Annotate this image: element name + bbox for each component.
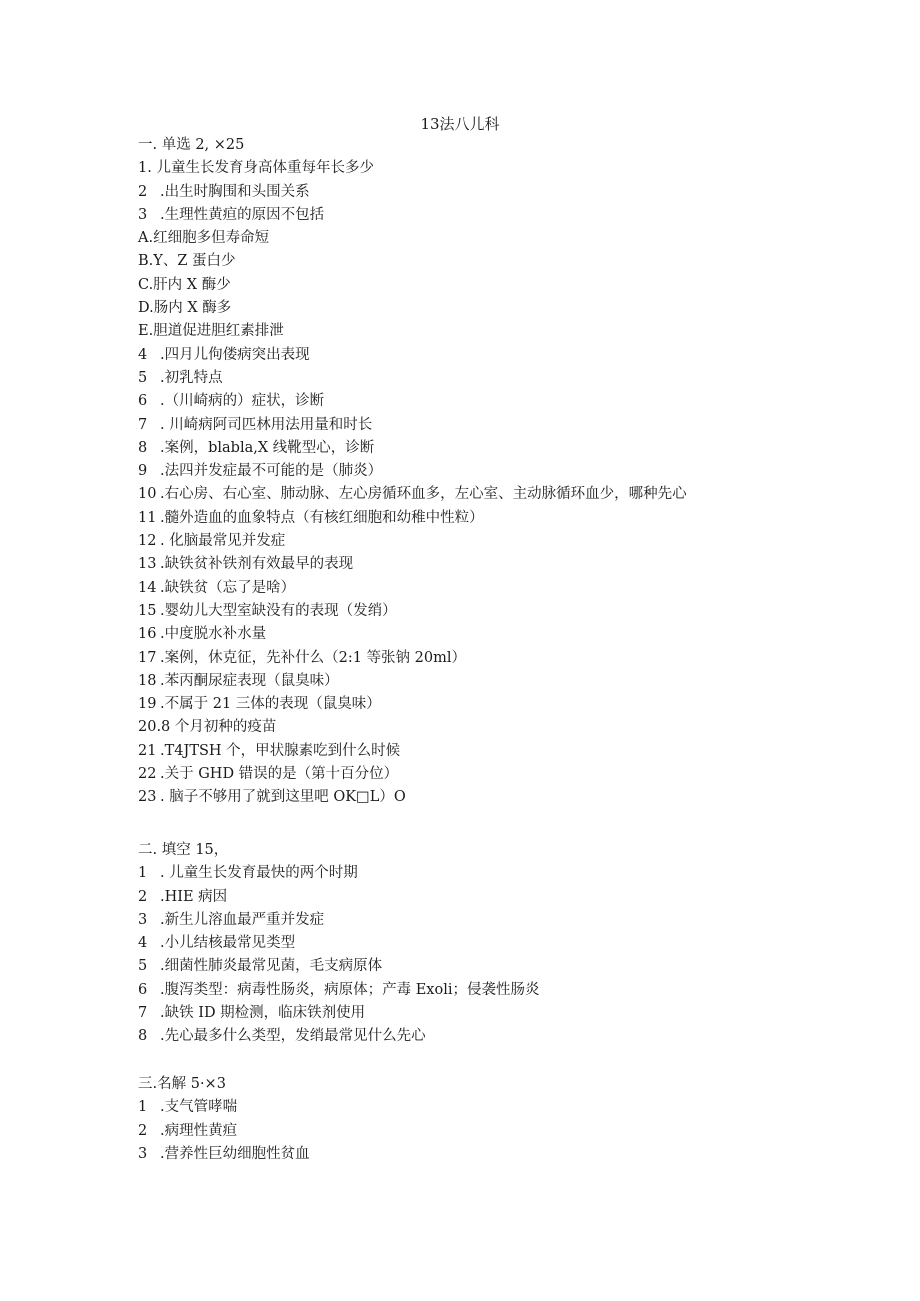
item-text: E.胆道促进胆红素排泄 — [138, 323, 284, 340]
item-text: .出生时胸围和头围关系 — [160, 183, 310, 200]
item-text: .（川崎病的）症状，诊断 — [160, 393, 325, 410]
item-text: .关于 GHD 错误的是（第十百分位） — [160, 766, 399, 783]
list-item — [138, 483, 858, 506]
list-item — [138, 553, 858, 576]
item-text: .HIE 病因 — [160, 888, 228, 905]
list-item — [138, 1002, 858, 1025]
list-item — [138, 157, 858, 180]
item-number: 16 — [138, 626, 157, 643]
item-text: A.红细胞多但寿命短 — [138, 230, 270, 247]
item-text: .支气管哮喘 — [160, 1099, 238, 1116]
list-item — [138, 297, 858, 320]
list-item — [138, 390, 858, 413]
item-text: 1. 儿童生长发育身高体重每年长多少 — [138, 160, 374, 177]
list-item — [138, 227, 858, 250]
item-number: 8 — [138, 439, 148, 456]
item-number: 7 — [138, 1005, 148, 1022]
item-text: .新生儿溶血最严重并发症 — [160, 911, 325, 928]
item-number: 4 — [138, 346, 148, 363]
item-text: .营养性巨幼细胞性贫血 — [160, 1145, 310, 1162]
item-text: . 川崎病阿司匹林用法用量和时长 — [160, 416, 373, 433]
list-item — [138, 693, 858, 716]
item-text: .苯丙酮尿症表现（鼠臭味） — [160, 672, 339, 689]
item-number: 9 — [138, 463, 148, 480]
section-heading: 一. 单选 2, ×25 — [138, 137, 245, 153]
list-item — [138, 623, 858, 646]
item-text: .法四并发症最不可能的是（肺炎） — [160, 463, 383, 480]
list-item — [138, 1143, 858, 1166]
item-number: 12 — [138, 533, 157, 550]
list-item — [138, 414, 858, 437]
section-heading: 二. 填空 15， — [138, 842, 229, 858]
list-item — [138, 1096, 858, 1119]
item-text: .案例，休克征，先补什么（2:1 等张钠 20ml） — [160, 649, 466, 666]
item-number: 2 — [138, 183, 148, 200]
item-text: D.肠内 X 酶多 — [138, 300, 232, 317]
item-text: .细菌性肺炎最常见菌，毛支病原体 — [160, 958, 383, 975]
list-item — [138, 367, 858, 390]
item-text: B.Y、Z 蛋白少 — [138, 253, 236, 270]
list-item — [138, 786, 858, 809]
item-text: .T4JTSH 个，甲状腺素吃到什么时候 — [160, 742, 401, 759]
item-text: .四月儿佝偻病突出表现 — [160, 346, 310, 363]
item-text: .病理性黄疸 — [160, 1122, 238, 1139]
list-item — [138, 932, 858, 955]
list-item — [138, 955, 858, 978]
list-item — [138, 460, 858, 483]
document-title: 13法八儿科 — [420, 115, 500, 133]
list-item — [138, 670, 858, 693]
item-text: .中度脱水补水量 — [160, 626, 267, 643]
list-item — [138, 740, 858, 763]
item-text: .右心房、右心室、肺动脉、左心房循环血多，左心室、主动脉循环血少，哪种先心 — [160, 486, 687, 503]
list-item — [138, 886, 858, 909]
list-item — [138, 1025, 858, 1048]
item-text: .腹泻类型：病毒性肠炎，病原体；产毒 Exoli；侵袭性肠炎 — [160, 981, 540, 998]
item-number: 6 — [138, 981, 148, 998]
list-item — [138, 437, 858, 460]
item-number: 21 — [138, 742, 157, 759]
list-item — [138, 250, 858, 273]
item-number: 1 — [138, 865, 148, 882]
item-number: 5 — [138, 958, 148, 975]
item-text: C.肝内 X 酶少 — [138, 276, 231, 293]
item-text: .缺铁贫（忘了是啥） — [160, 579, 296, 596]
section-fill-blank — [138, 839, 858, 1049]
item-number: 1 — [138, 1099, 148, 1116]
list-item — [138, 862, 858, 885]
item-text: 20.8 个月初种的疫苗 — [138, 719, 277, 736]
item-text: .案例，blabla,X 线靴型心，诊断 — [160, 439, 375, 456]
item-number: 17 — [138, 649, 157, 666]
list-item — [138, 979, 858, 1002]
item-text: .缺铁 ID 期检测，临床铁剂使用 — [160, 1005, 366, 1022]
list-item — [138, 716, 858, 739]
list-item — [138, 763, 858, 786]
item-text: .先心最多什么类型，发绡最常见什么先心 — [160, 1028, 426, 1045]
item-text: .髓外造血的血象特点（有核红细胞和幼稚中性粒） — [160, 509, 484, 526]
item-number: 2 — [138, 888, 148, 905]
list-item — [138, 600, 858, 623]
item-number: 14 — [138, 579, 157, 596]
list-item — [138, 274, 858, 297]
item-text: .不属于 21 三体的表现（鼠臭味） — [160, 696, 381, 713]
item-number: 3 — [138, 911, 148, 928]
list-item — [138, 344, 858, 367]
list-item — [138, 647, 858, 670]
list-item — [138, 1120, 858, 1143]
item-text: . 脑子不够用了就到这里吧 OK□L）O — [160, 789, 406, 806]
item-number: 11 — [138, 509, 157, 526]
item-number: 22 — [138, 766, 157, 783]
item-number: 19 — [138, 696, 157, 713]
item-text: .初乳特点 — [160, 369, 223, 386]
item-number: 23 — [138, 789, 157, 806]
item-number: 8 — [138, 1028, 148, 1045]
item-text: .缺铁贫补铁剂有效最早的表现 — [160, 556, 354, 573]
list-item — [138, 507, 858, 530]
item-number: 3 — [138, 1145, 148, 1162]
item-number: 15 — [138, 602, 157, 619]
item-text: .小儿结核最常见类型 — [160, 935, 296, 952]
section-single-choice — [138, 134, 858, 810]
item-text: .生理性黄疸的原因不包括 — [160, 206, 325, 223]
item-number: 6 — [138, 393, 148, 410]
item-number: 3 — [138, 206, 148, 223]
item-number: 7 — [138, 416, 148, 433]
item-number: 5 — [138, 369, 148, 386]
list-item — [138, 909, 858, 932]
section-term-definition — [138, 1073, 858, 1166]
list-item — [138, 204, 858, 227]
section-heading: 三.名解 5·×3 — [138, 1076, 226, 1092]
list-item — [138, 577, 858, 600]
item-number: 4 — [138, 935, 148, 952]
item-number: 2 — [138, 1122, 148, 1139]
item-text: . 儿童生长发育最快的两个时期 — [160, 865, 358, 882]
item-number: 13 — [138, 556, 157, 573]
list-item — [138, 181, 858, 204]
item-text: .婴幼儿大型室缺没有的表现（发绡） — [160, 602, 397, 619]
list-item — [138, 320, 858, 343]
list-item — [138, 530, 858, 553]
item-number: 10 — [138, 486, 157, 503]
item-text: . 化脑最常见并发症 — [160, 533, 286, 550]
item-number: 18 — [138, 672, 157, 689]
